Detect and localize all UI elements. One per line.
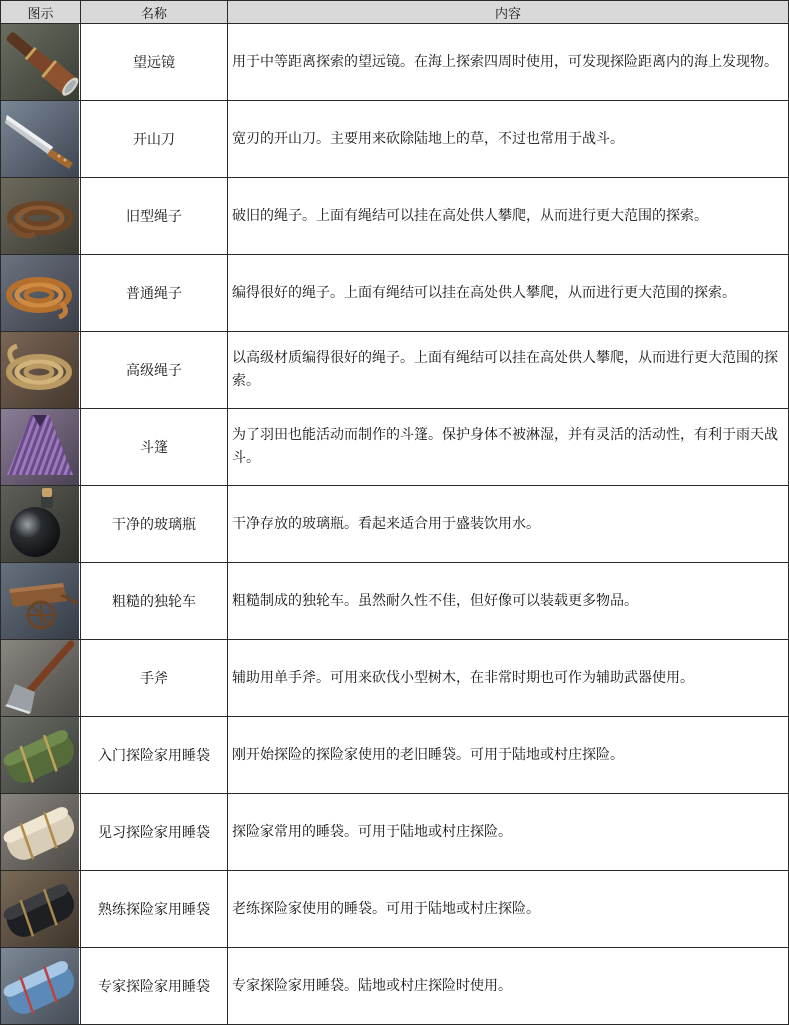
item-content: 以高级材质编得很好的绳子。上面有绳结可以挂在高处供人攀爬，从而进行更大范围的探索。 xyxy=(228,332,789,409)
item-content: 老练探险家使用的睡袋。可用于陆地或村庄探险。 xyxy=(228,871,789,948)
item-name: 熟练探险家用睡袋 xyxy=(81,871,228,948)
header-image: 图示 xyxy=(1,1,81,24)
item-name: 入门探险家用睡袋 xyxy=(81,717,228,794)
item-content: 破旧的绳子。上面有绳结可以挂在高处供人攀爬，从而进行更大范围的探索。 xyxy=(228,178,789,255)
item-name: 望远镜 xyxy=(81,24,228,101)
table-row xyxy=(1,948,789,1025)
item-name: 普通绳子 xyxy=(81,255,228,332)
sleeping-bag-white-icon xyxy=(1,794,79,870)
table-row xyxy=(1,255,789,332)
item-name: 干净的玻璃瓶 xyxy=(81,486,228,563)
item-image-cell xyxy=(1,948,81,1025)
hatchet-icon xyxy=(1,640,79,716)
sleeping-bag-black-icon xyxy=(1,871,79,947)
item-image-cell xyxy=(1,794,81,871)
item-name: 高级绳子 xyxy=(81,332,228,409)
item-image-cell xyxy=(1,486,81,563)
item-name: 见习探险家用睡袋 xyxy=(81,794,228,871)
telescope-icon xyxy=(1,24,79,100)
cloak-icon xyxy=(1,409,79,485)
table-row xyxy=(1,24,789,101)
table-row xyxy=(1,717,789,794)
item-name: 手斧 xyxy=(81,640,228,717)
item-image-cell xyxy=(1,409,81,486)
item-content: 编得很好的绳子。上面有绳结可以挂在高处供人攀爬，从而进行更大范围的探索。 xyxy=(228,255,789,332)
item-content: 辅助用单手斧。可用来砍伐小型树木，在非常时期也可作为辅助武器使用。 xyxy=(228,640,789,717)
table-row xyxy=(1,563,789,640)
item-image-cell xyxy=(1,640,81,717)
header-row xyxy=(1,1,789,24)
item-content: 为了羽田也能活动而制作的斗篷。保护身体不被淋湿，并有灵活的活动性，有利于雨天战斗。 xyxy=(228,409,789,486)
item-image-cell xyxy=(1,178,81,255)
table-row xyxy=(1,871,789,948)
item-name: 开山刀 xyxy=(81,101,228,178)
table-row xyxy=(1,794,789,871)
item-image-cell xyxy=(1,563,81,640)
fine-rope-icon xyxy=(1,332,79,408)
item-content: 干净存放的玻璃瓶。看起来适合用于盛装饮用水。 xyxy=(228,486,789,563)
item-name: 旧型绳子 xyxy=(81,178,228,255)
machete-icon xyxy=(1,101,79,177)
table-row xyxy=(1,101,789,178)
rope-icon xyxy=(1,255,79,331)
item-image-cell xyxy=(1,717,81,794)
table-row xyxy=(1,332,789,409)
header-content: 内容 xyxy=(228,1,789,24)
item-name: 专家探险家用睡袋 xyxy=(81,948,228,1025)
item-content: 探险家常用的睡袋。可用于陆地或村庄探险。 xyxy=(228,794,789,871)
table-row xyxy=(1,409,789,486)
header-name: 名称 xyxy=(81,1,228,24)
item-image-cell xyxy=(1,101,81,178)
sleeping-bag-blue-icon xyxy=(1,948,79,1024)
item-name: 粗糙的独轮车 xyxy=(81,563,228,640)
item-content: 专家探险家用睡袋。陆地或村庄探险时使用。 xyxy=(228,948,789,1025)
cart-icon xyxy=(1,563,79,639)
item-name: 斗篷 xyxy=(81,409,228,486)
old-rope-icon xyxy=(1,178,79,254)
item-content: 刚开始探险的探险家使用的老旧睡袋。可用于陆地或村庄探险。 xyxy=(228,717,789,794)
table-row xyxy=(1,486,789,563)
item-image-cell xyxy=(1,332,81,409)
glass-bottle-icon xyxy=(1,486,79,562)
table-row xyxy=(1,178,789,255)
item-image-cell xyxy=(1,24,81,101)
item-content: 宽刃的开山刀。主要用来砍除陆地上的草，不过也常用于战斗。 xyxy=(228,101,789,178)
sleeping-bag-green-icon xyxy=(1,717,79,793)
item-image-cell xyxy=(1,255,81,332)
item-content: 粗糙制成的独轮车。虽然耐久性不佳，但好像可以装载更多物品。 xyxy=(228,563,789,640)
item-image-cell xyxy=(1,871,81,948)
table-row xyxy=(1,640,789,717)
item-content: 用于中等距离探索的望远镜。在海上探索四周时使用，可发现探险距离内的海上发现物。 xyxy=(228,24,789,101)
